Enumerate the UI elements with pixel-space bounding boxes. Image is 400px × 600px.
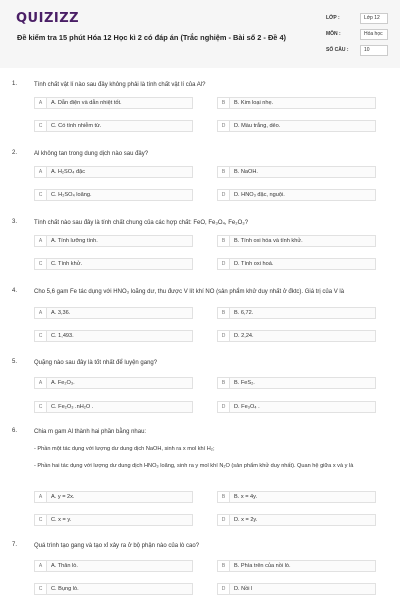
option-letter: A (35, 98, 47, 108)
option-letter: B (218, 167, 230, 177)
quiz-header (0, 0, 400, 68)
option-text: B. NaOH. (234, 169, 258, 175)
option-text: C. 1,493. (51, 333, 74, 339)
option-letter: C (35, 259, 47, 269)
option-d[interactable] (217, 401, 376, 413)
question-detail-1: - Phần một tác dụng với lượng dư dung dịch NaOH, sinh ra x mol khí H₂; (34, 446, 215, 452)
option-a[interactable] (34, 491, 193, 503)
subject-value: Hóa học (360, 29, 388, 40)
quizizz-logo: QUIZIZZ (16, 11, 80, 26)
option-letter: B (218, 561, 230, 571)
quiz-title: Đề kiểm tra 15 phút Hóa 12 Học kì 2 có đáp án (Trắc nghiệm - Bài số 2 - Đề 4) (17, 33, 287, 42)
option-letter: A (35, 492, 47, 502)
option-b[interactable] (217, 97, 376, 109)
option-text: B. 6,72. (234, 310, 254, 316)
option-text: D. Màu trắng, dẻo. (234, 123, 281, 129)
option-c[interactable] (34, 189, 193, 201)
option-text: B. FeS₂. (234, 380, 255, 386)
option-letter: C (35, 515, 47, 525)
option-d[interactable] (217, 514, 376, 526)
option-c[interactable] (34, 330, 193, 342)
option-text: C. Tính khử. (51, 261, 83, 267)
option-letter: A (35, 378, 47, 388)
option-letter: A (35, 167, 47, 177)
option-letter: C (35, 190, 47, 200)
question-text: Cho 5,6 gam Fe tác dụng với HNO₃ loãng dư, thu được V lít khí NO (sản phẩm khử duy nhất ở đktc). Giá trị của V là (34, 289, 345, 295)
option-letter: B (218, 236, 230, 246)
option-letter: A (35, 561, 47, 571)
option-text: A. Thân lò. (51, 563, 78, 569)
option-letter: B (218, 492, 230, 502)
option-letter: C (35, 402, 47, 412)
option-text: B. Tính oxi hóa và tính khử. (234, 238, 303, 244)
option-letter: C (35, 331, 47, 341)
option-text: B. Kim loại nhẹ. (234, 100, 274, 106)
option-letter: D (218, 331, 230, 341)
option-text: D. Tính oxi hoá. (234, 261, 274, 267)
question-text: Al không tan trong dung dịch nào sau đây? (34, 151, 149, 157)
option-letter: C (35, 584, 47, 594)
option-text: A. H₂SO₄ đặc (51, 169, 85, 175)
option-a[interactable] (34, 97, 193, 109)
option-text: B. Phía trên của nồi lò. (234, 563, 291, 569)
question-count-value: 10 (360, 45, 388, 56)
question-text: Quá trình tạo gang và tạo xỉ xảy ra ở bộ phận nào của lò cao? (34, 543, 200, 549)
subject-label: MÔN : (326, 31, 341, 37)
question-number: 1. (12, 81, 18, 87)
option-text: C. Fe₂O₃ .nH₂O . (51, 404, 94, 410)
option-text: C. H₂SO₄ loãng. (51, 192, 92, 198)
question-text: Quặng nào sau đây là tốt nhất để luyện gang? (34, 360, 158, 366)
option-c[interactable] (34, 401, 193, 413)
option-text: A. Dẫn điện và dẫn nhiệt tốt. (51, 100, 122, 106)
question-count-label: SỐ CÂU : (326, 47, 349, 53)
option-letter: C (35, 121, 47, 131)
question-number: 2. (12, 150, 18, 156)
option-a[interactable] (34, 166, 193, 178)
option-letter: A (35, 236, 47, 246)
option-d[interactable] (217, 583, 376, 595)
option-letter: B (218, 308, 230, 318)
option-text: B. x = 4y. (234, 494, 258, 500)
option-b[interactable] (217, 491, 376, 503)
option-text: D. x = 2y. (234, 517, 258, 523)
option-text: A. 3,36. (51, 310, 71, 316)
option-text: C. x = y. (51, 517, 72, 523)
option-letter: B (218, 378, 230, 388)
option-d[interactable] (217, 258, 376, 270)
option-b[interactable] (217, 560, 376, 572)
option-b[interactable] (217, 377, 376, 389)
question-number: 3. (12, 219, 18, 225)
option-text: C. Có tính nhiễm từ. (51, 123, 102, 129)
option-letter: D (218, 402, 230, 412)
question-number: 6. (12, 428, 18, 434)
option-text: C. Bụng lò. (51, 586, 79, 592)
option-letter: B (218, 98, 230, 108)
option-text: D. Fe₃O₄ . (234, 404, 260, 410)
option-c[interactable] (34, 258, 193, 270)
option-letter: D (218, 259, 230, 269)
question-text: Chia m gam Al thành hai phần bằng nhau: (34, 429, 147, 435)
class-value: Lớp 12 (360, 13, 388, 24)
question-text: Tính chất nào sau đây là tính chất chung của các hợp chất: FeO, Fe₃O₄, Fe₂O₃? (34, 220, 249, 226)
option-letter: D (218, 190, 230, 200)
option-c[interactable] (34, 120, 193, 132)
option-d[interactable] (217, 120, 376, 132)
option-letter: D (218, 584, 230, 594)
option-text: A. Fe₂O₃. (51, 380, 75, 386)
option-d[interactable] (217, 330, 376, 342)
option-text: D. HNO₃ đặc, nguội. (234, 192, 285, 198)
option-b[interactable] (217, 307, 376, 319)
option-b[interactable] (217, 235, 376, 247)
option-a[interactable] (34, 235, 193, 247)
option-letter: A (35, 308, 47, 318)
option-b[interactable] (217, 166, 376, 178)
option-a[interactable] (34, 377, 193, 389)
option-c[interactable] (34, 514, 193, 526)
option-a[interactable] (34, 560, 193, 572)
option-text: D. 2,24. (234, 333, 254, 339)
option-letter: D (218, 515, 230, 525)
option-letter: D (218, 121, 230, 131)
question-detail-2: - Phần hai tác dụng với lượng dư dung dịch HNO₃ loãng, sinh ra y mol khí N₂O (sản phẩm khử duy nhất). Quan hệ giữa x và y là (34, 463, 354, 469)
option-c[interactable] (34, 583, 193, 595)
question-number: 7. (12, 542, 18, 548)
class-label: LỚP : (326, 15, 340, 21)
option-d[interactable] (217, 189, 376, 201)
option-a[interactable] (34, 307, 193, 319)
option-text: A. y = 2x. (51, 494, 75, 500)
question-number: 5. (12, 359, 18, 365)
option-text: A. Tính lưỡng tính. (51, 238, 98, 244)
question-number: 4. (12, 288, 18, 294)
option-text: D. Nồi l (234, 586, 253, 592)
question-text: Tính chất vật lí nào sau đây không phải là tính chất vật lí của Al? (34, 82, 206, 88)
